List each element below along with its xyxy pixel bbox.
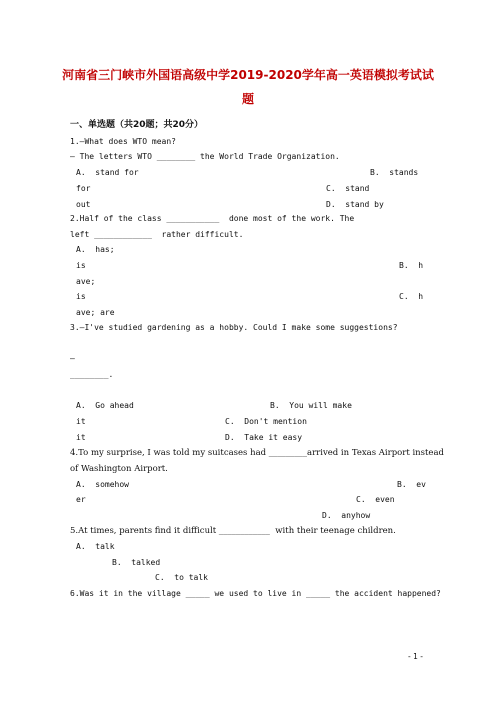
document-title-line-1: 河南省三门峡市外国语高级中学2019-2020学年高一英语模拟考试试 <box>62 68 434 82</box>
q4-option-d: D. anyhow <box>322 511 371 520</box>
q2-option-b-cont2: is <box>76 292 86 301</box>
q3-stem: 3.—I've studied gardening as a hobby. Could I make some suggestions? <box>70 323 398 332</box>
q4-option-b-cont: er <box>76 495 86 504</box>
q3-option-a-cont: it <box>76 417 86 426</box>
q4-option-b: B. ev <box>397 480 426 489</box>
q1-option-b-cont: for <box>76 184 91 193</box>
page-number: - 1 - <box>408 652 423 661</box>
q5-option-a: A. talk <box>76 542 115 551</box>
q2-option-b-cont: ave; <box>76 277 96 286</box>
q2-option-c: C. h <box>399 292 424 301</box>
q2-option-c-cont: ave; are <box>76 308 115 317</box>
q5-stem: 5.At times, parents find it difficult ____________ with their teenage children. <box>70 526 396 536</box>
q3-dash: — <box>70 354 75 363</box>
q4-line2: of Washington Airport. <box>70 464 168 474</box>
q3-blank: ________. <box>70 370 114 379</box>
q4-option-a: A. somehow <box>76 480 129 489</box>
q3-option-b-cont: it <box>76 433 86 442</box>
q1-option-c-cont: out <box>76 200 91 209</box>
q3-option-d: D. Take it easy <box>225 433 303 442</box>
q1-option-a: A. stand for <box>76 168 139 177</box>
q5-option-b: B. talked <box>112 558 161 567</box>
section-heading: 一、单选题（共20题；共20分） <box>70 120 204 130</box>
q3-option-a: A. Go ahead <box>76 401 134 410</box>
q2-option-a: A. has; <box>76 245 115 254</box>
document-title-line-2: 题 <box>241 92 254 106</box>
q5-option-c: C. to talk <box>155 573 208 582</box>
q1-line2: — The letters WTO ________ the World Trade Organization. <box>70 152 340 161</box>
q3-option-b: B. You will make <box>270 401 352 410</box>
q6-stem: 6.Was it in the village _____ we used to live in _____ the accident happened? <box>70 589 441 598</box>
q1-stem: 1.—What does WTO mean? <box>70 137 176 146</box>
q4-stem: 4.To my surprise, I was told my suitcases had _________arrived in Texas Airport instead <box>70 448 444 458</box>
q1-option-c: C. stand <box>326 184 370 193</box>
q1-option-d: D. stand by <box>326 200 384 209</box>
q4-option-c: C. even <box>356 495 395 504</box>
q3-option-c: C. Don't mention <box>225 417 307 426</box>
q1-option-b: B. stands <box>370 168 419 177</box>
q2-option-a-cont: is <box>76 261 86 270</box>
q2-stem: 2.Half of the class ___________ done most of the work. The <box>70 214 355 223</box>
q2-option-b: B. h <box>399 261 424 270</box>
q2-line2: left ____________ rather difficult. <box>70 230 244 239</box>
